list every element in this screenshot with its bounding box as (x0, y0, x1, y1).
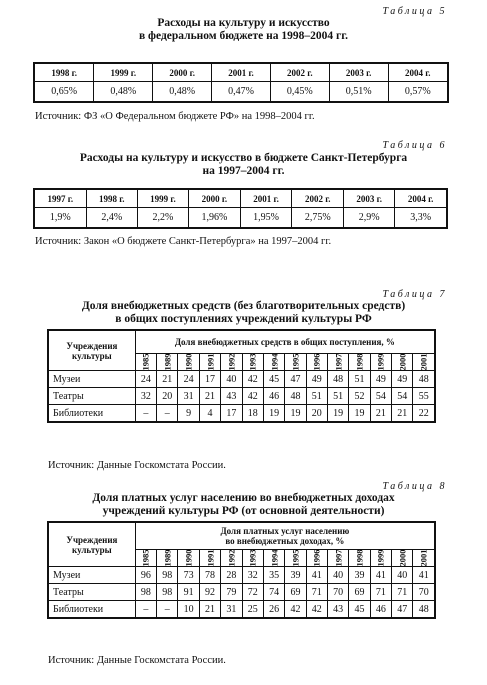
table6-value: 2,2% (137, 208, 188, 229)
table8-cell: 79 (221, 584, 242, 601)
table7-cell: 22 (413, 405, 435, 423)
table7-year-label: 1996 (311, 353, 322, 370)
table7-cell: – (157, 405, 178, 423)
table8-cell: 71 (306, 584, 327, 601)
table8-cell: – (157, 601, 178, 619)
table8-cell: 40 (392, 567, 413, 584)
table8-cell: 21 (199, 601, 220, 619)
table8-year-header (242, 550, 263, 567)
table8-year-label: 1985 (140, 549, 151, 566)
table7-cell: 48 (327, 371, 348, 388)
table7-cell: 9 (178, 405, 199, 423)
table7-year-label: 1999 (375, 353, 386, 370)
table7-cell: 52 (349, 388, 370, 405)
table7-cell: 21 (199, 388, 220, 405)
table8-year-label: 1994 (269, 549, 280, 566)
table8-year-header (392, 550, 413, 567)
table7-year-header (349, 354, 370, 371)
table6-value: 1,96% (189, 208, 241, 229)
table8-title (0, 492, 487, 518)
table8-cell: 45 (349, 601, 370, 619)
table8-row (48, 567, 435, 584)
table7-cell: 54 (370, 388, 391, 405)
table7-year-header (242, 354, 263, 371)
table8-cell: 42 (306, 601, 327, 619)
table7-row (48, 371, 435, 388)
table8-cell: 70 (413, 584, 435, 601)
table8-cell: 47 (392, 601, 413, 619)
table8-year-header (199, 550, 220, 567)
table8-year-header (221, 550, 242, 567)
table8-title-line1: Доля платных услуг населению во внебюджетных доходах (92, 492, 395, 504)
table5-value: 0,48% (153, 82, 212, 103)
table8-row (48, 584, 435, 601)
table6-header-row (34, 189, 447, 208)
table8-cell: 28 (221, 567, 242, 584)
table5-year: 2002 г. (270, 63, 329, 82)
table5-value: 0,51% (329, 82, 388, 103)
table7-row-name: Театры (48, 388, 135, 405)
table5-value-row (34, 82, 448, 103)
table7-cell: 20 (157, 388, 178, 405)
table7-year-header (178, 354, 199, 371)
table8-cell: 69 (349, 584, 370, 601)
table7-year-label: 1989 (162, 353, 173, 370)
table7 (47, 329, 436, 423)
table5-label: Таблица 5 (382, 6, 447, 17)
table8-row-name: Театры (48, 584, 135, 601)
table8-group-header-line2: во внебюджетных доходах, % (225, 536, 345, 546)
table7-year-header (285, 354, 306, 371)
table8-row (48, 601, 435, 619)
table6-title-line1: Расходы на культуру и искусство в бюджете Санкт-Петербурга (79, 152, 408, 164)
table8-year-header (157, 550, 178, 567)
table6-value: 3,3% (395, 208, 447, 229)
table8 (47, 521, 436, 619)
table7-year-header (306, 354, 327, 371)
table8-source: Источник: Данные Госкомстата России. (48, 655, 226, 666)
table5-value: 0,45% (270, 82, 329, 103)
table7-group-header: Доля внебюджетных средств в общих поступления, % (135, 330, 435, 354)
table8-year-label: 1995 (290, 549, 301, 566)
table5-year: 2000 г. (153, 63, 212, 82)
table8-row-name: Библиотеки (48, 601, 135, 619)
table7-year-header (370, 354, 391, 371)
table7-row-name: Библиотеки (48, 405, 135, 423)
table7-cell: 17 (199, 371, 220, 388)
table7-cell: 45 (263, 371, 284, 388)
table7-cell: – (135, 405, 156, 423)
table7-source: Источник: Данные Госкомстата России. (48, 460, 226, 471)
table7-title (0, 300, 487, 326)
table8-cell: 98 (157, 584, 178, 601)
table6 (33, 188, 448, 229)
table7-cell: 18 (242, 405, 263, 423)
table7-year-label: 1985 (140, 353, 151, 370)
table7-year-header (199, 354, 220, 371)
table5-title-line2: в федеральном бюджете на 1998–2004 гг. (138, 30, 349, 42)
table7-year-label: 1990 (183, 353, 194, 370)
table7-cell: 24 (178, 371, 199, 388)
table5-year: 1999 г. (94, 63, 153, 82)
table7-year-label: 1997 (333, 353, 344, 370)
table7-cell: 54 (392, 388, 413, 405)
table8-cell: 71 (370, 584, 391, 601)
table6-value: 2,75% (292, 208, 344, 229)
table5-value: 0,48% (94, 82, 153, 103)
table8-year-header (370, 550, 391, 567)
table7-year-header (413, 354, 435, 371)
table7-cell: 49 (392, 371, 413, 388)
table8-year-header (349, 550, 370, 567)
table6-title-line2: на 1997–2004 гг. (202, 165, 285, 177)
table7-corner-header: Учреждения культуры (48, 330, 135, 371)
table6-year: 2004 г. (395, 189, 447, 208)
table7-year-header (157, 354, 178, 371)
table7-cell: 17 (221, 405, 242, 423)
table8-year-label: 1998 (354, 549, 365, 566)
table6-value: 2,9% (344, 208, 395, 229)
table6-value: 1,9% (34, 208, 86, 229)
table8-year-header (306, 550, 327, 567)
table8-year-label: 1992 (226, 549, 237, 566)
table8-cell: 98 (135, 584, 156, 601)
table7-year-label: 2001 (418, 353, 429, 370)
table6-year: 1998 г. (86, 189, 137, 208)
table7-cell: 48 (413, 371, 435, 388)
table7-cell: 21 (157, 371, 178, 388)
table6-source: Источник: Закон «О бюджете Санкт-Петербурга» на 1997–2004 гг. (35, 236, 332, 247)
table8-cell: 41 (370, 567, 391, 584)
table7-year-header (135, 354, 156, 371)
table8-cell: – (135, 601, 156, 619)
table8-cell: 70 (327, 584, 348, 601)
table7-title-line1: Доля внебюджетных средств (без благотворительных средств) (81, 300, 406, 312)
table8-cell: 71 (392, 584, 413, 601)
table6-year: 1997 г. (34, 189, 86, 208)
table8-cell: 35 (263, 567, 284, 584)
table8-year-label: 1997 (333, 549, 344, 566)
table7-cell: 31 (178, 388, 199, 405)
table8-cell: 96 (135, 567, 156, 584)
table7-row (48, 405, 435, 423)
table8-cell: 48 (413, 601, 435, 619)
table7-cell: 47 (285, 371, 306, 388)
table8-cell: 32 (242, 567, 263, 584)
table8-cell: 25 (242, 601, 263, 619)
table8-label: Таблица 8 (382, 481, 447, 492)
table8-year-header (285, 550, 306, 567)
table7-title-line2: в общих поступлениях учреждений культуры РФ (115, 313, 372, 325)
table8-cell: 39 (285, 567, 306, 584)
table8-year-label: 2001 (418, 549, 429, 566)
table6-label: Таблица 6 (382, 140, 447, 151)
table5-title (0, 17, 487, 43)
table7-year-header (392, 354, 413, 371)
table8-cell: 78 (199, 567, 220, 584)
table8-row-name: Музеи (48, 567, 135, 584)
table8-year-header (135, 550, 156, 567)
table8-cell: 26 (263, 601, 284, 619)
table7-cell: 21 (392, 405, 413, 423)
table7-cell: 49 (306, 371, 327, 388)
table7-year-label: 1992 (226, 353, 237, 370)
table7-cell: 48 (285, 388, 306, 405)
table7-cell: 19 (263, 405, 284, 423)
table8-cell: 92 (199, 584, 220, 601)
table6-value: 2,4% (86, 208, 137, 229)
table7-year-label: 2000 (397, 353, 408, 370)
table6-year: 2000 г. (189, 189, 241, 208)
table8-group-header-line1: Доля платных услуг населению (220, 526, 350, 536)
table5-source: Источник: ФЗ «О Федеральном бюджете РФ» на 1998–2004 гг. (35, 111, 315, 122)
table6-value-row (34, 208, 447, 229)
table5-value: 0,57% (388, 82, 448, 103)
table8-cell: 73 (178, 567, 199, 584)
table8-cell: 41 (306, 567, 327, 584)
table6-year: 2002 г. (292, 189, 344, 208)
table7-row-name: Музеи (48, 371, 135, 388)
table8-year-label: 1989 (162, 549, 173, 566)
table8-cell: 91 (178, 584, 199, 601)
table5-year: 2004 г. (388, 63, 448, 82)
table8-year-label: 1993 (247, 549, 258, 566)
table7-year-header (263, 354, 284, 371)
table5-title-line1: Расходы на культуру и искусство (157, 17, 330, 29)
table7-year-label: 1998 (354, 353, 365, 370)
table5-year: 2001 г. (212, 63, 271, 82)
table7-year-header (327, 354, 348, 371)
table5 (33, 62, 449, 103)
table8-cell: 39 (349, 567, 370, 584)
table7-cell: 20 (306, 405, 327, 423)
table7-cell: 51 (327, 388, 348, 405)
table7-group-header-row (48, 330, 435, 354)
table7-cell: 51 (349, 371, 370, 388)
table7-year-header (221, 354, 242, 371)
table8-cell: 98 (157, 567, 178, 584)
table7-cell: 19 (349, 405, 370, 423)
table7-year-label: 1994 (269, 353, 280, 370)
table7-cell: 43 (221, 388, 242, 405)
table8-title-line2: учреждений культуры РФ (от основной деятельности) (102, 505, 385, 517)
table7-label: Таблица 7 (382, 289, 447, 300)
table5-header-row (34, 63, 448, 82)
table7-cell: 24 (135, 371, 156, 388)
table6-year: 1999 г. (137, 189, 188, 208)
table7-year-label: 1991 (205, 353, 215, 370)
table8-year-label: 1991 (205, 549, 215, 566)
table7-year-label: 1995 (290, 353, 301, 370)
table8-cell: 10 (178, 601, 199, 619)
table8-year-label: 2000 (397, 549, 408, 566)
table7-cell: 19 (285, 405, 306, 423)
table5-year: 2003 г. (329, 63, 388, 82)
table7-cell: 40 (221, 371, 242, 388)
table8-year-label: 1996 (311, 549, 322, 566)
table7-cell: 42 (242, 371, 263, 388)
table8-year-header (413, 550, 435, 567)
table7-year-label: 1993 (247, 353, 258, 370)
table7-cell: 19 (327, 405, 348, 423)
table8-cell: 42 (285, 601, 306, 619)
table7-cell: 46 (263, 388, 284, 405)
table7-cell: 49 (370, 371, 391, 388)
table8-year-label: 1999 (375, 549, 386, 566)
table8-year-header (263, 550, 284, 567)
table8-year-header (178, 550, 199, 567)
table8-group-header (135, 522, 435, 550)
table8-cell: 72 (242, 584, 263, 601)
table5-year: 1998 г. (34, 63, 94, 82)
table8-cell: 74 (263, 584, 284, 601)
table7-row (48, 388, 435, 405)
table7-cell: 32 (135, 388, 156, 405)
table8-year-label: 1990 (183, 549, 194, 566)
table8-group-header-row (48, 522, 435, 550)
table7-cell: 51 (306, 388, 327, 405)
table8-cell: 43 (327, 601, 348, 619)
table8-year-header (327, 550, 348, 567)
table8-corner-header: Учреждения культуры (48, 522, 135, 567)
table8-cell: 41 (413, 567, 435, 584)
table6-year: 2003 г. (344, 189, 395, 208)
table7-cell: 4 (199, 405, 220, 423)
table6-title (0, 152, 487, 178)
table5-value: 0,47% (212, 82, 271, 103)
table5-value: 0,65% (34, 82, 94, 103)
table6-year: 2001 г. (240, 189, 292, 208)
table8-cell: 46 (370, 601, 391, 619)
table6-value: 1,95% (240, 208, 292, 229)
table7-cell: 42 (242, 388, 263, 405)
table7-cell: 55 (413, 388, 435, 405)
table8-cell: 40 (327, 567, 348, 584)
table8-cell: 31 (221, 601, 242, 619)
table8-cell: 69 (285, 584, 306, 601)
table7-cell: 21 (370, 405, 391, 423)
